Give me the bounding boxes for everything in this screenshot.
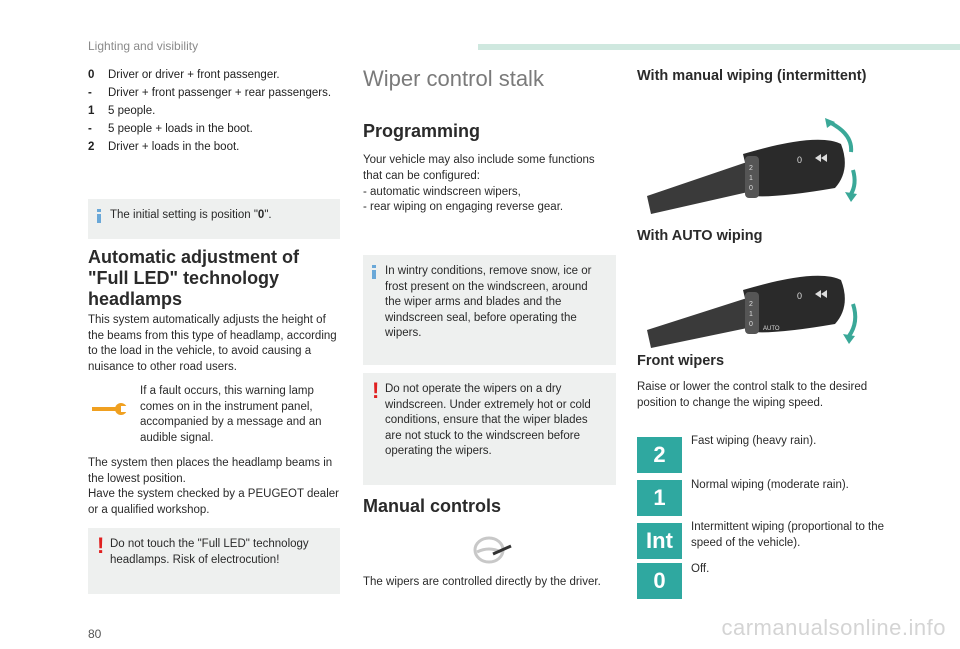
svg-text:0: 0 xyxy=(797,291,803,301)
info-note-winter: In wintry conditions, remove snow, ice or frost present on the windscreen, around the wiper arms and blades and the windscreen seal, before operating the wipers. xyxy=(363,255,616,365)
speed-text: Normal wiping (moderate rain). xyxy=(691,479,849,491)
info-icon xyxy=(372,265,376,279)
svg-text:0: 0 xyxy=(749,321,753,328)
paragraph: Have the system checked by a PEUGEOT dealer or a qualified workshop. xyxy=(88,488,339,516)
paragraph: The system then places the headlamp beams in the lowest position. xyxy=(88,457,333,485)
list-item: - automatic windscreen wipers, xyxy=(363,186,521,198)
info-icon xyxy=(97,209,101,223)
footer-watermark: carmanualsonline.info xyxy=(721,615,946,640)
svg-text:2: 2 xyxy=(749,301,753,308)
svg-text:0: 0 xyxy=(749,185,753,192)
def-row: 1 5 people. xyxy=(88,105,156,117)
warning-note-led: ! Do not touch the "Full LED" technology headlamps. Risk of electrocution! xyxy=(88,528,340,594)
page-number: 80 xyxy=(88,627,102,641)
section-title: Lighting and visibility xyxy=(88,39,199,53)
paragraph: This system automatically adjusts the height of the beams from this type of headlamp, according to the load in the vehicle, to avoid causing a nuisance to other road users. xyxy=(88,314,337,373)
speed-int-badge: Int xyxy=(637,523,682,559)
section-heading: Automatic adjustment of "Full LED" technology headlamps xyxy=(88,247,300,309)
page-title: Wiper control stalk xyxy=(363,66,544,91)
speed-text: Intermittent wiping (proportional to the speed of the vehicle). xyxy=(691,521,885,549)
speed-2-badge: 2 xyxy=(637,437,682,473)
section-heading: With manual wiping (intermittent) xyxy=(637,68,867,84)
svg-text:1: 1 xyxy=(749,311,753,318)
paragraph: Raise or lower the control stalk to the desired position to change the wiping speed. xyxy=(637,381,868,409)
section-heading: Manual controls xyxy=(363,496,502,516)
wiper-stalk-auto-image xyxy=(647,262,862,352)
wiper-stalk-manual-image xyxy=(647,118,862,218)
auto-label: AUTO xyxy=(763,326,780,332)
steering-wheel-icon xyxy=(473,532,513,568)
load-definitions xyxy=(88,68,340,155)
svg-text:0: 0 xyxy=(797,155,803,165)
section-heading: With AUTO wiping xyxy=(637,228,763,244)
def-row: - Driver + front passenger + rear passengers. xyxy=(88,87,332,99)
list-item: - rear wiping on engaging reverse gear. xyxy=(363,201,564,213)
svg-text:2: 2 xyxy=(749,165,753,172)
speed-text: Off. xyxy=(691,563,710,575)
info-note-initial: The initial setting is position "0". xyxy=(88,199,340,239)
paragraph: The wipers are controlled directly by the driver. xyxy=(363,576,601,588)
warning-exclamation-icon: ! xyxy=(372,378,380,403)
svg-text:1: 1 xyxy=(749,175,753,182)
speed-1-badge: 1 xyxy=(637,480,682,516)
def-row: 0 Driver or driver + front passenger. xyxy=(88,69,280,81)
fault-text: If a fault occurs, this warning lamp comes on in the instrument panel, accompanied by a message and an audible signal. xyxy=(140,385,322,444)
section-heading: Programming xyxy=(363,121,481,141)
def-row: - 5 people + loads in the boot. xyxy=(88,123,253,135)
wrench-warning-icon xyxy=(88,393,134,423)
paragraph: Your vehicle may also include some functions that can be configured: xyxy=(363,154,595,182)
header-bar xyxy=(478,44,960,50)
section-heading: Front wipers xyxy=(637,353,725,369)
warning-note-dry: ! Do not operate the wipers on a dry windscreen. Under extremely hot or cold conditions, ensure that the wiper blades are not stuck to the windscreen before operating the wipers. xyxy=(363,373,616,485)
def-row: 2 Driver + loads in the boot. xyxy=(88,141,240,153)
speed-text: Fast wiping (heavy rain). xyxy=(691,435,817,447)
speed-0-badge: 0 xyxy=(637,563,682,599)
warning-exclamation-icon: ! xyxy=(97,533,105,558)
